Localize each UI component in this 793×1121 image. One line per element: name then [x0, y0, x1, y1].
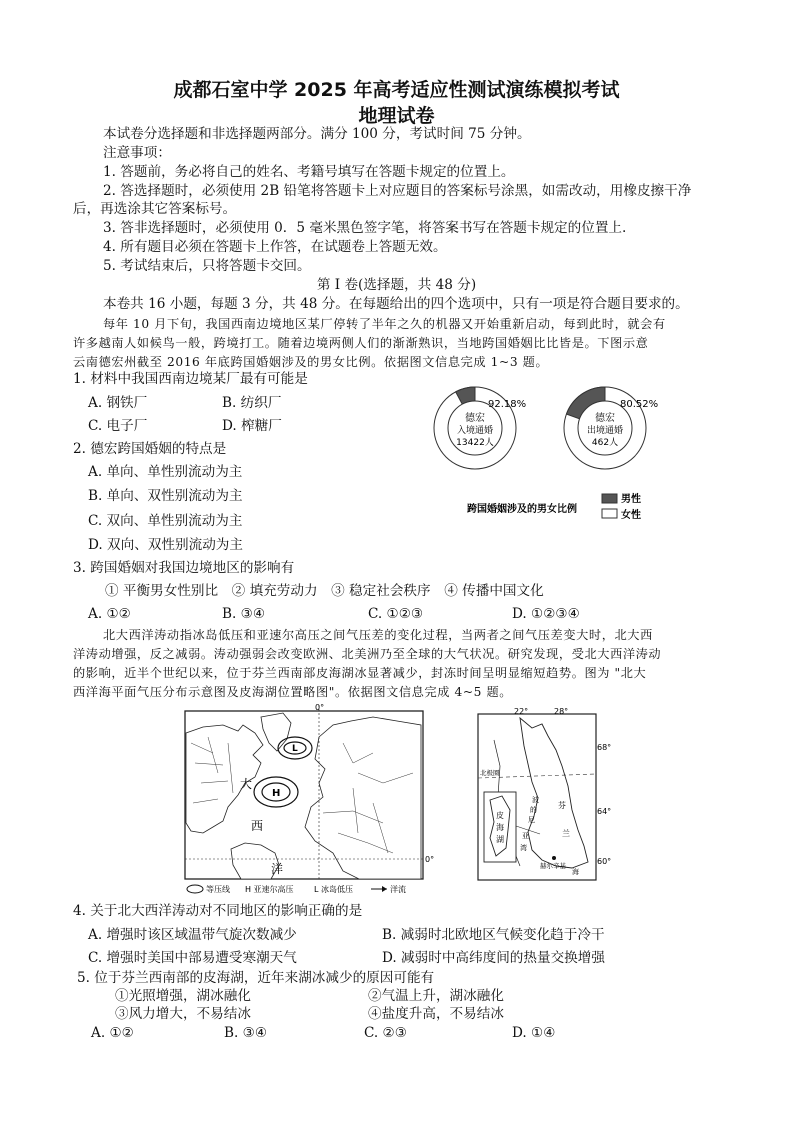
notice-3: 3. 答非选择题时，必须使用 0．5 毫米黑色签字笔，将答案书写在答题卡规定的位置上. [103, 220, 627, 236]
legend-current-arrowhead [382, 886, 387, 892]
pie-inbound-pct: 92.18% [488, 399, 527, 410]
q2-option-c: C. 双向、单性别流动为主 [88, 513, 243, 529]
sea-label: 海 [572, 868, 579, 876]
notice-5: 5. 考试结束后，只将答题卡交回。 [103, 258, 311, 274]
country-label-1: 芬 [558, 801, 566, 810]
azores-high-label: H [272, 788, 281, 799]
lake-label-2: 海 [496, 823, 504, 832]
arctic-circle-label: 北极圈 [480, 769, 500, 777]
q1-stem: 1. 材料中我国西南边境某厂最有可能是 [73, 371, 308, 387]
legend-isobar: 等压线 [206, 885, 230, 894]
q1-option-a: A. 钢铁厂 [88, 395, 148, 411]
ocean-char-2: 西 [251, 819, 264, 833]
section-title: 第 I 卷(选择题，共 48 分) [316, 277, 477, 293]
q1-option-b: B. 纺织厂 [222, 395, 282, 411]
legend-male-label: 男性 [621, 494, 641, 505]
lat-label-60: 60° [597, 857, 612, 866]
pie-inbound [434, 387, 526, 469]
lon-label-28: 28° [554, 707, 569, 716]
ocean-char-3: 洋 [271, 862, 284, 876]
lake-label-1: 皮 [496, 811, 504, 820]
q4-option-b: B. 减弱时北欧地区气候变化趋于冷干 [382, 927, 605, 943]
notice-2: 2. 答选择题时，必须使用 2B 铅笔将答题卡上对应题目的答案标号涂黑，如需改动，用橡皮擦干净 [103, 183, 692, 199]
passage2-line-3: 的影响，近半个世纪以来，位于芬兰西南部皮海湖冰显著减少，封冻时间呈明显缩短趋势。图为 "北大 [73, 666, 647, 680]
q5-option-a: A. ①② [91, 1025, 134, 1041]
pie-inbound-label-1: 德宏 [465, 413, 485, 424]
notice-2-cont: 后，再选涂其它答案标号。 [73, 201, 237, 217]
q2-option-b: B. 单向、双性别流动为主 [88, 488, 243, 504]
passage2-line-4: 西洋海平面气压分布示意图及皮海湖位置略图"。依据图文信息完成 4~5 题。 [73, 685, 513, 699]
q5-item-3: ③风力增大，不易结冰 [115, 1006, 251, 1022]
prime-meridian-label: 0° [315, 703, 325, 712]
q3-option-c: C. ①②③ [368, 606, 424, 622]
legend-high: H 亚速尔高压 [245, 885, 294, 894]
pie-outbound-pct: 80.52% [620, 399, 659, 410]
pie-outbound-label-1: 德宏 [595, 413, 615, 424]
gulf-label-3: 尼 [528, 816, 535, 824]
lat-label-64: 64° [597, 807, 612, 816]
gulf-label-5: 湾 [520, 844, 527, 852]
helsinki-label: 赫尔辛基 [540, 862, 566, 870]
q3-option-d: D. ①②③④ [512, 606, 580, 622]
q5-option-b: B. ③④ [224, 1025, 268, 1041]
gulf-label-4: 亚 [522, 832, 529, 840]
q4-option-a: A. 增强时该区域温带气旋次数减少 [88, 927, 297, 943]
pie-inbound-label-3: 13422人 [456, 438, 494, 448]
passage2-line-2: 洋涛动增强，反之减弱。涛动强弱会改变欧洲、北美洲乃至全球的大气状况。研究发现，受北大西洋涛动 [73, 647, 662, 661]
legend-isobar-symbol [187, 885, 203, 893]
pie-outbound-label-2: 出境通婚 [586, 426, 624, 436]
helsinki-dot [552, 856, 556, 860]
icelandic-low-label: L [292, 744, 298, 754]
figure-caption: 跨国婚姻涉及的男女比例 [467, 504, 577, 515]
q2-option-d: D. 双向、双性别流动为主 [88, 537, 243, 553]
q5-item-4: ④盐度升高，不易结冰 [368, 1006, 504, 1022]
marriage-gender-figure [425, 378, 687, 528]
notice-heading: 注意事项： [103, 145, 171, 161]
pie-outbound [564, 387, 658, 469]
q3-stem: 3. 跨国婚姻对我国边境地区的影响有 [73, 560, 295, 576]
pie-outbound-label-3: 462人 [591, 438, 619, 448]
q5-item-2: ②气温上升，湖冰融化 [368, 988, 504, 1004]
country-label-2: 兰 [562, 829, 570, 838]
q3-items: ① 平衡男女性别比 ② 填充劳动力 ③ 稳定社会秩序 ④ 传播中国文化 [105, 583, 544, 599]
q4-stem: 4. 关于北大西洋涛动对不同地区的影响正确的是 [73, 903, 363, 919]
north-atlantic-pressure-map [183, 703, 443, 897]
ocean-char-1: 大 [240, 777, 253, 791]
q4-option-c: C. 增强时美国中部易遭受寒潮天气 [88, 950, 297, 966]
equator-label: 0° [425, 855, 435, 864]
exam-subtitle: 地理试卷 [358, 105, 435, 127]
q3-option-a: A. ①② [88, 606, 131, 622]
notice-4: 4. 所有题目必须在答题卡上作答，在试题卷上答题无效。 [103, 239, 447, 255]
q5-option-d: D. ①④ [512, 1025, 556, 1041]
q5-option-c: C. ②③ [364, 1025, 407, 1041]
gulf-label-1: 波 [532, 796, 539, 804]
gulf-label-2: 的 [530, 806, 537, 814]
intro-text: 本试卷分选择题和非选择题两部分。满分 100 分，考试时间 75 分钟。 [103, 126, 531, 142]
lake-label-3: 湖 [496, 835, 504, 844]
passage2-line-1: 北大西洋涛动指冰岛低压和亚速尔高压之间气压差的变化过程，当两者之间气压差变大时，北大西 [103, 628, 653, 642]
legend-female-swatch [602, 509, 617, 518]
q1-option-d: D. 榨糖厂 [222, 418, 282, 434]
q3-option-b: B. ③④ [222, 606, 266, 622]
q4-option-d: D. 减弱时中高纬度间的热量交换增强 [382, 950, 605, 966]
q2-option-a: A. 单向、单性别流动为主 [88, 464, 243, 480]
legend-low: L 冰岛低压 [314, 885, 353, 894]
legend-current: 洋流 [390, 885, 406, 894]
lon-label-22: 22° [514, 707, 529, 716]
q2-stem: 2. 德宏跨国婚姻的特点是 [73, 441, 227, 457]
notice-1: 1. 答题前，务必将自己的姓名、考籍号填写在答题卡规定的位置上。 [103, 164, 515, 180]
legend-male-swatch [602, 494, 617, 503]
passage1-line-1: 每年 10 月下旬，我国西南边境地区某厂停转了半年之久的机器又开始重新启动，每到此时，就会有 [103, 317, 666, 331]
section-desc: 本卷共 16 小题，每题 3 分，共 48 分。在每题给出的四个选项中，只有一项是符合题目要求的。 [103, 296, 689, 312]
q1-option-c: C. 电子厂 [88, 418, 148, 434]
q5-item-1: ①光照增强，湖冰融化 [115, 988, 251, 1004]
exam-title: 成都石室中学 2025 年高考适应性测试演练模拟考试 [173, 79, 620, 101]
legend-female-label: 女性 [621, 510, 641, 521]
passage1-line-2: 许多越南人如候鸟一般，跨境打工。随着边境两侧人们的渐渐熟识，当地跨国婚姻比比皆是。下图示意 [73, 336, 649, 350]
q5-stem: 5. 位于芬兰西南部的皮海湖，近年来湖冰减少的原因可能有 [77, 970, 435, 986]
passage1-line-3: 云南德宏州截至 2016 年底跨国婚姻涉及的男女比例。依据图文信息完成 1~3 题。 [73, 355, 549, 369]
pie-inbound-label-2: 入境通婚 [456, 426, 494, 436]
lat-label-68: 68° [597, 743, 612, 752]
finland-lake-map [476, 706, 616, 890]
